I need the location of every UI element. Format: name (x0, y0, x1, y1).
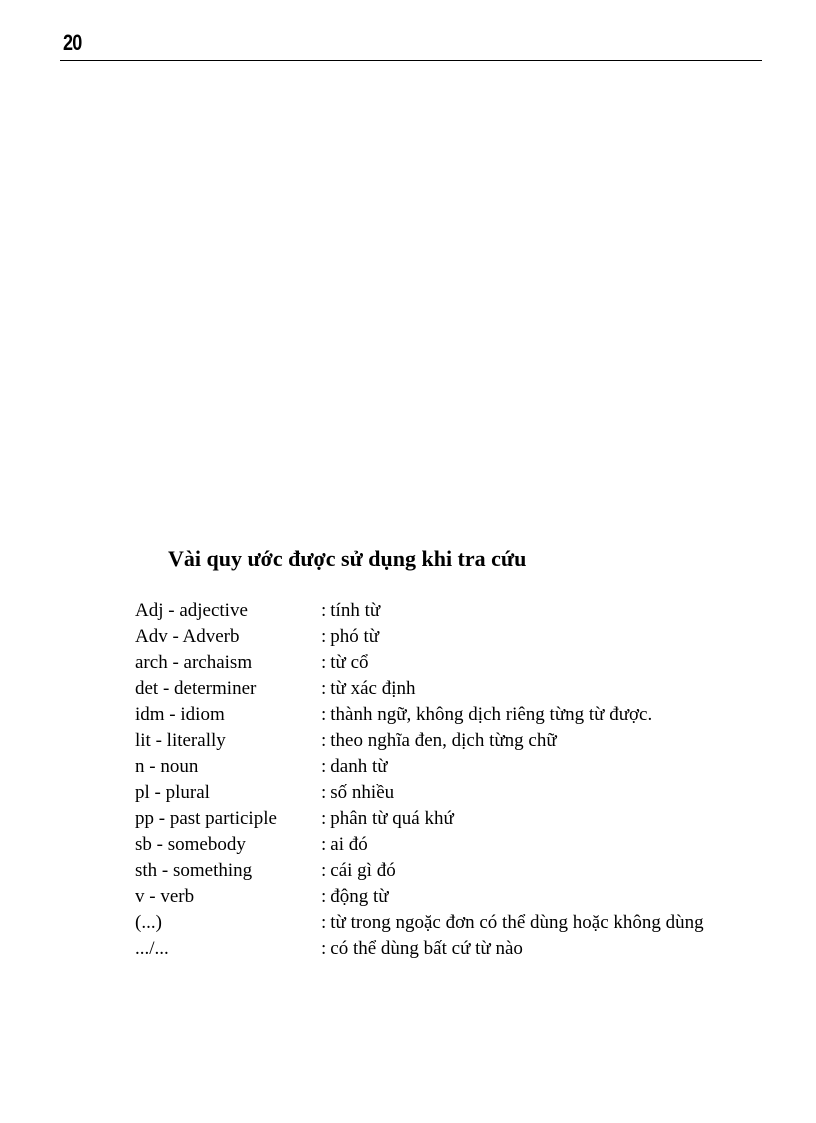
abbreviation-meaning: số nhiều (330, 782, 395, 803)
abbreviation-term: (...) (135, 912, 162, 933)
separator: : (321, 756, 327, 777)
abbreviation-row (135, 910, 750, 936)
abbreviation-term: pl - plural (135, 782, 210, 803)
separator: : (321, 704, 327, 725)
abbreviation-list (135, 598, 750, 962)
abbreviation-row (135, 754, 750, 780)
separator: : (321, 886, 327, 907)
abbreviation-meaning: ai đó (330, 834, 368, 855)
abbreviation-meaning: danh từ (330, 756, 388, 777)
abbreviation-term: arch - archaism (135, 652, 253, 673)
abbreviation-term: v - verb (135, 886, 195, 907)
section-title: Vài quy ước được sử dụng khi tra cứu (168, 546, 527, 571)
abbreviation-term: n - noun (135, 756, 199, 777)
abbreviation-term: det - determiner (135, 678, 257, 699)
separator: : (321, 678, 327, 699)
abbreviation-meaning: từ cổ (330, 652, 369, 673)
separator: : (321, 600, 327, 621)
abbreviation-meaning: cái gì đó (330, 860, 396, 881)
abbreviation-row (135, 598, 750, 624)
abbreviation-meaning: phó từ (330, 626, 380, 647)
abbreviation-term: idm - idiom (135, 704, 225, 725)
abbreviation-term: Adv - Adverb (135, 626, 240, 647)
separator: : (321, 912, 327, 933)
abbreviation-term: pp - past participle (135, 808, 277, 829)
abbreviation-meaning: từ trong ngoặc đơn có thể dùng hoặc không dùng (330, 912, 704, 933)
separator: : (321, 626, 327, 647)
abbreviation-meaning: tính từ (330, 600, 381, 621)
abbreviation-row (135, 936, 750, 962)
abbreviation-row (135, 650, 750, 676)
abbreviation-row (135, 806, 750, 832)
abbreviation-row (135, 676, 750, 702)
abbreviation-meaning: từ xác định (330, 678, 416, 699)
abbreviation-meaning: có thể dùng bất cứ từ nào (330, 938, 523, 959)
abbreviation-meaning: theo nghĩa đen, dịch từng chữ (330, 730, 557, 751)
abbreviation-term: sb - somebody (135, 834, 246, 855)
page-number: 20 (63, 30, 82, 55)
separator: : (321, 860, 327, 881)
abbreviation-row (135, 858, 750, 884)
separator: : (321, 652, 327, 673)
abbreviation-row (135, 702, 750, 728)
separator: : (321, 730, 327, 751)
header-rule (60, 60, 762, 61)
separator: : (321, 938, 327, 959)
abbreviation-term: sth - something (135, 860, 253, 881)
abbreviation-row (135, 832, 750, 858)
abbreviation-row (135, 780, 750, 806)
abbreviation-meaning: thành ngữ, không dịch riêng từng từ được. (330, 704, 653, 725)
abbreviation-row (135, 884, 750, 910)
separator: : (321, 834, 327, 855)
abbreviation-term: .../... (135, 938, 169, 959)
abbreviation-term: Adj - adjective (135, 600, 248, 621)
abbreviation-meaning: động từ (330, 886, 389, 907)
separator: : (321, 782, 327, 803)
separator: : (321, 808, 327, 829)
abbreviation-term: lit - literally (135, 730, 226, 751)
abbreviation-row (135, 624, 750, 650)
abbreviation-row (135, 728, 750, 754)
abbreviation-meaning: phân từ quá khứ (330, 808, 454, 829)
